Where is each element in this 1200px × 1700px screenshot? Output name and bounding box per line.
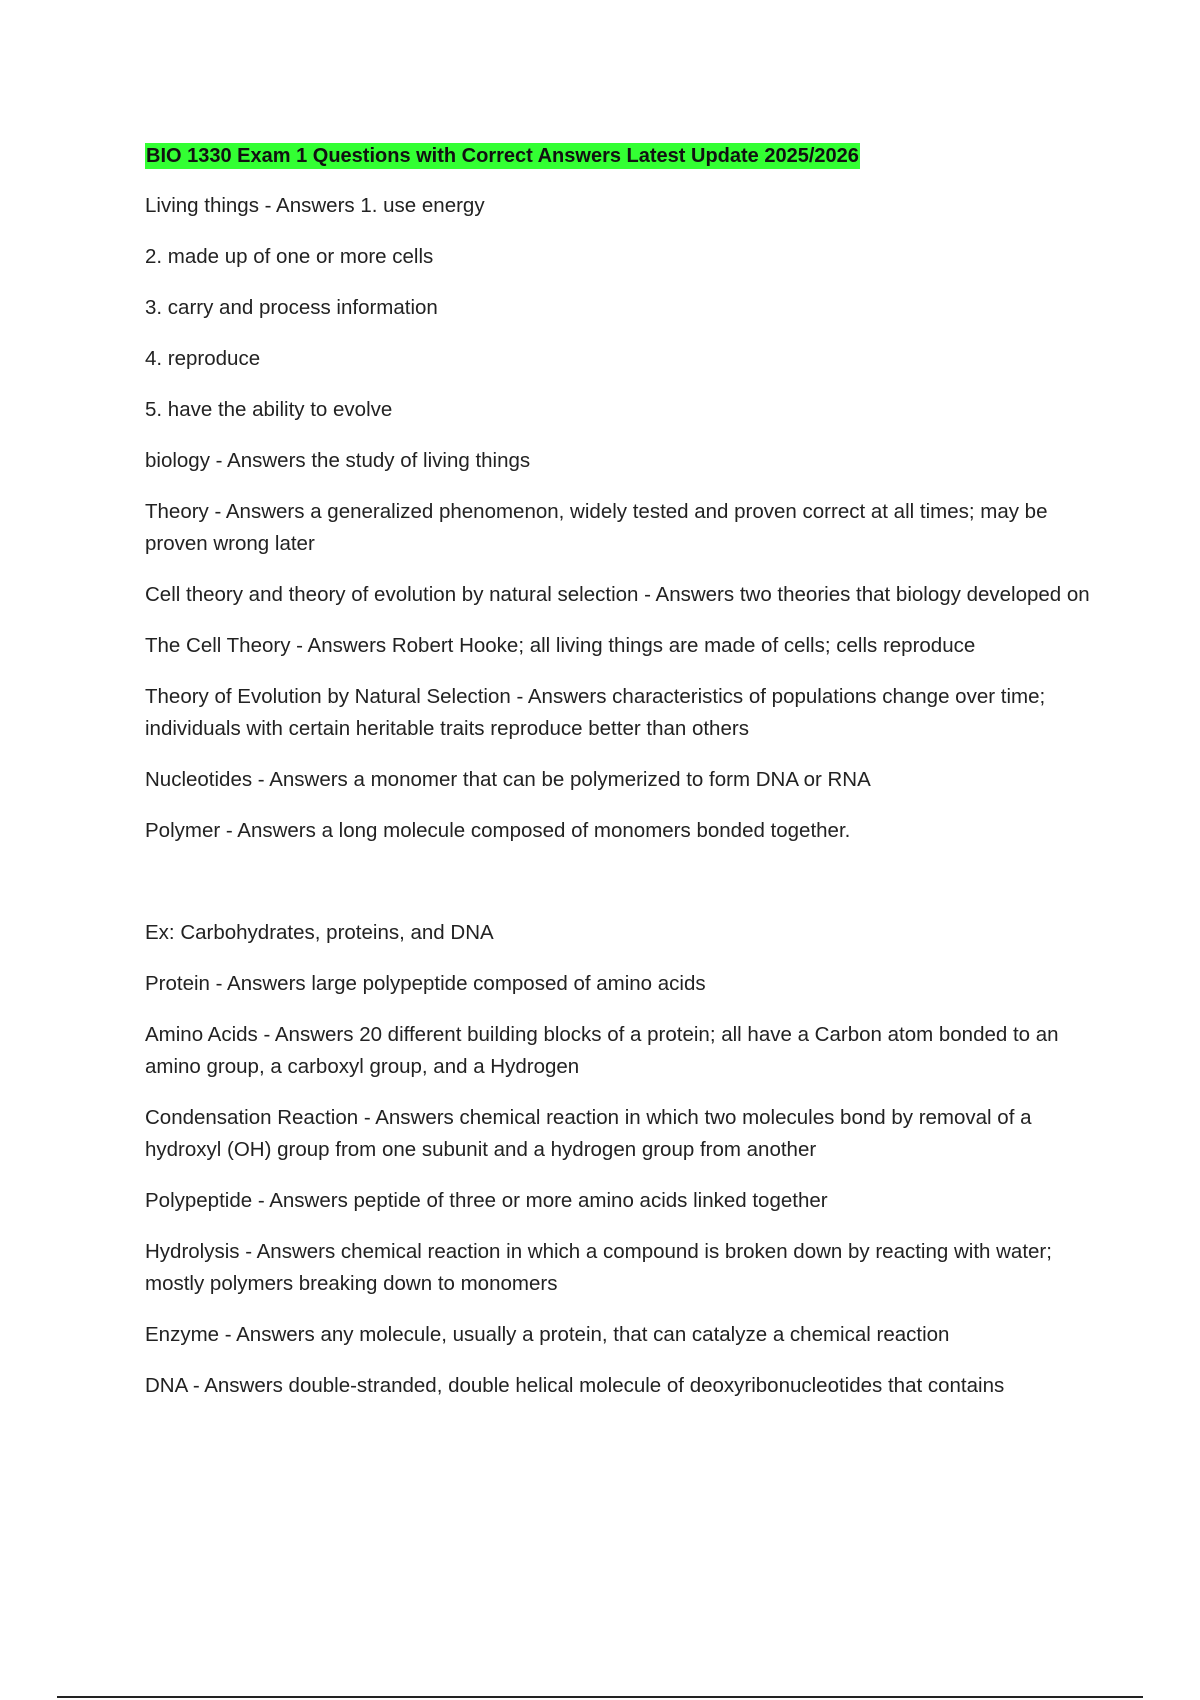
entry-natural-selection: Theory of Evolution by Natural Selection - Answers characteristics of populations change over time; individuals with certain heritable traits reproduce better than others <box>145 685 1046 740</box>
entry-nucleotides: Nucleotides - Answers a monomer that can be polymerized to form DNA or RNA <box>145 768 871 791</box>
entry-amino-acids: Amino Acids - Answers 20 different building blocks of a protein; all have a Carbon atom bonded to an amino group, a carboxyl group, and a Hydrogen <box>145 1023 1059 1078</box>
entry-information: 3. carry and process information <box>145 296 438 319</box>
document-title: BIO 1330 Exam 1 Questions with Correct Answers Latest Update 2025/2026 <box>146 145 859 167</box>
entry-reproduce: 4. reproduce <box>145 347 261 370</box>
entry-polymer-examples: Ex: Carbohydrates, proteins, and DNA <box>145 921 494 944</box>
entry-living-things: Living things - Answers 1. use energy <box>145 194 485 217</box>
entry-condensation: Condensation Reaction - Answers chemical reaction in which two molecules bond by removal of a hydroxyl (OH) group from one subunit and a hydrogen group from another <box>145 1106 1032 1161</box>
entry-theory: Theory - Answers a generalized phenomenon, widely tested and proven correct at all times; may be proven wrong later <box>145 500 1048 555</box>
entry-polymer: Polymer - Answers a long molecule composed of monomers bonded together. <box>145 819 851 842</box>
entry-cell-theory: The Cell Theory - Answers Robert Hooke; all living things are made of cells; cells reproduce <box>145 634 976 657</box>
entry-biology: biology - Answers the study of living things <box>145 449 531 472</box>
entry-evolve: 5. have the ability to evolve <box>145 398 393 421</box>
entry-dna: DNA - Answers double-stranded, double helical molecule of deoxyribonucleotides that contains <box>145 1374 1005 1397</box>
entry-enzyme: Enzyme - Answers any molecule, usually a protein, that can catalyze a chemical reaction <box>145 1323 950 1346</box>
entry-cells: 2. made up of one or more cells <box>145 245 434 268</box>
document-page <box>145 140 1090 1421</box>
title-line <box>145 140 1090 174</box>
page-bottom-divider <box>57 1696 1143 1698</box>
entry-polypeptide: Polypeptide - Answers peptide of three or more amino acids linked together <box>145 1189 828 1212</box>
entry-hydrolysis: Hydrolysis - Answers chemical reaction in which a compound is broken down by reacting with water; mostly polymers breaking down to monomers <box>145 1240 1052 1295</box>
entry-two-theories: Cell theory and theory of evolution by natural selection - Answers two theories that biology developed on <box>145 583 1090 606</box>
entry-protein: Protein - Answers large polypeptide composed of amino acids <box>145 972 706 995</box>
